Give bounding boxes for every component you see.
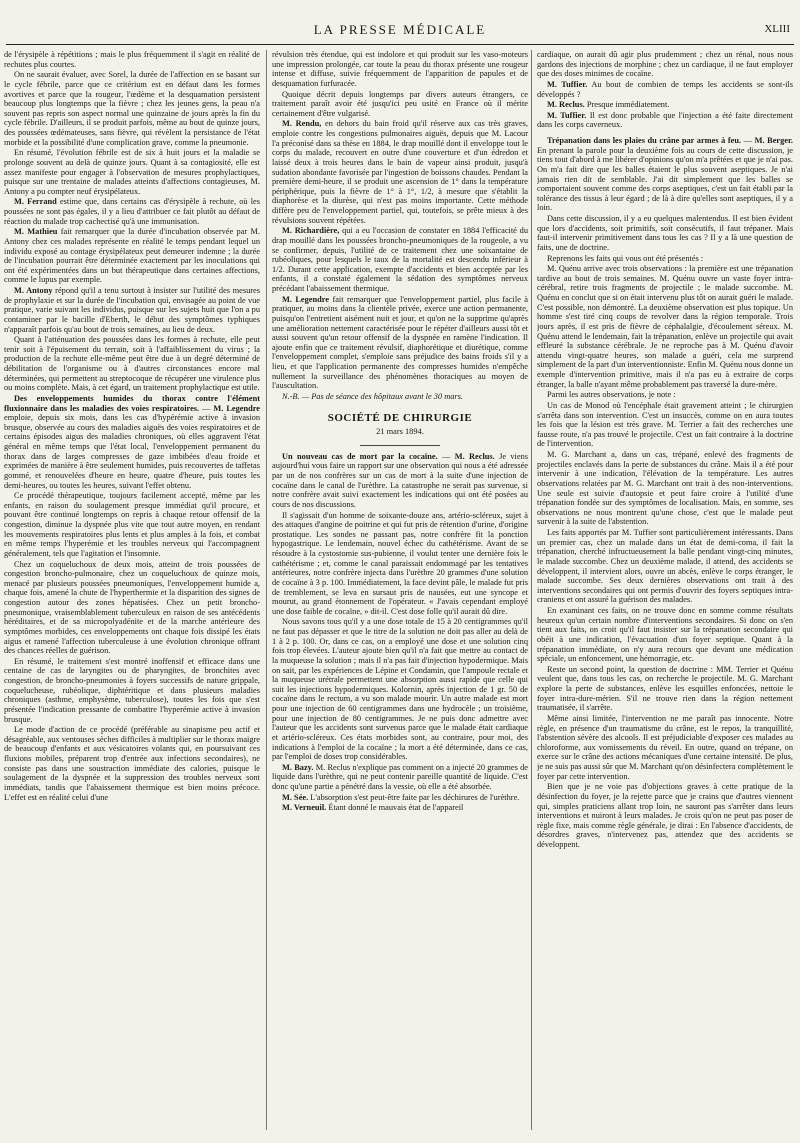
- paragraph: M. Sée. L'absorption s'est peut-être faite par les déchirures de l'urèthre.: [282, 792, 520, 802]
- speaker-name: M. Tuffier.: [547, 110, 587, 120]
- paragraph: M. Tuffier. Il est donc probable que l'injection a été faite directement dans les corps caverneux.: [537, 110, 793, 130]
- section-date: 21 mars 1894.: [376, 427, 424, 437]
- speaker-name: M. Legendre: [282, 294, 330, 304]
- speaker-name: M. Ferrand: [14, 197, 57, 207]
- column-divider: [531, 50, 532, 1130]
- paragraph: En résumé, le traitement s'est montré inoffensif et efficace dans une centaine de cas de laryngites ou de pharyngites, de bronchites avec congestion, de broncho-pneumonies à foyers successifs de nature grippale, coquelucheuse, rubéolique, diphtéritique et dans plusieurs maladies chroniques (asthme, emphysème, tuberculose), toutes les fois que s'est présentée l'indication pressante de combattre l'hyperémie active à invasion brusque.: [4, 656, 260, 724]
- paragraph: Quoique décrit depuis longtemps par divers auteurs étrangers, ce traitement paraît avoir été jusqu'ici peu usité en France où il mérite certainement d'être vulgarisé.: [272, 89, 528, 118]
- page-number: XLIII: [764, 23, 790, 35]
- paragraph: M. Mathieu fait remarquer que la durée d'incubation observée par M. Antony chez ces malades représente en réalité le temps pendant lequel un individu exposé au contage érysipélateux peut demeurer indemne ; la durée de l'incubation pourrait être déterminée exactement par les inoculations qui ont été expérimentées dans un but thérapeutique dans certaines affections, comme le lupus par exemple.: [4, 227, 260, 285]
- paragraph: cardiaque, on aurait dû agir plus prudemment ; chez un rénal, nous nous gardons des injections de morphine ; chez un cardiaque, il ne faut employer que des doses minimes de cocaïne.: [537, 50, 793, 79]
- column-left: [4, 50, 260, 1130]
- article-heading: Trépanation dans les plaies du crâne par armes à feu.: [547, 136, 742, 145]
- page-header: [6, 22, 794, 40]
- paragraph: Un nouveau cas de mort par la cocaïne. — M. Reclus. Je viens aujourd'hui vous faire un rapport sur une observation qui nous a été adressée par un de nos confrères sur un cas de mort à la suite d'une injection de cocaïne dans le canal de l'urèthre. La catastrophe ne serait pas survenue, si notre confrère avait suivi exactement les indications qui ont été posées au cours de nos discussions.: [272, 451, 528, 509]
- paragraph: Ce procédé thérapeutique, toujours facilement accepté, même par les enfants, en raison du soulagement presque immédiat qu'il procure, et pouvant être continué longtemps on repris à chaque retour offensif de la congestion, diminue la dyspnée plus vite que tout autre moyen, en rendant les mouvements respiratoires plus lents et plus amples à la fois, et combat en même temps l'hyperémie et les troubles nerveux qui l'accompagnent généralement, tels que l'agitation et l'insomnie.: [4, 491, 260, 558]
- header-rule: [6, 44, 794, 45]
- paragraph: M. G. Marchant a, dans un cas, trépané, enlevé des fragments de projectiles enclavés dans la perte de substances du crâne. Mais il a été pour intervenir à une indication, l'élévation de la température. Les autres observations relatées par M. G. Marchant ont trait à des non-interventions. Une seule est suivie d'autopsie et peut faire croire à l'utilité d'une trépanation fondée sur des symptômes de localisation. Mais, en somme, ses observations ne nous montrent qu'une chose, c'est que le malade peut survenir à la suite de l'abstention.: [537, 450, 793, 527]
- paragraph: Il s'agissait d'un homme de soixante-douze ans, artério-scléreux, sujet à des attaques d'angine de poitrine et qui fut pris de rétention d'urine, d'origine prostatique. Les sondes ne passant pas, notre confrère fit la ponction hypogastrique. Le lendemain, nouvel échec du cathétérisme. Avant de se résoudre à la cystostomie sus-pubienne, il voulut tenter une dernière fois le cathétérisme ; et, comme le canal paraissait endommagé par les tentatives antérieures, notre confrère injecta dans l'urèthre 20 grammes d'une solution de cocaïne à 3 p. 100. Immédiatement, la face devint pâle, le malade fut pris de tremblement, se leva en sursaut pris de nausées, eut une syncope et mourut, au grand étonnement de l'opérateur. « J'avais cependant employé une dose faible de cocaïne, » dit-il. C'est dose folle qu'il aurait dû dire.: [272, 510, 528, 616]
- paragraph: Dans cette discussion, il y a eu quelques malentendus. Il est bien évident que lors d'accidents, soit primitifs, soit consécutifs, il faut trépaner. Mais faut-il intervenir primitivement dans tous les cas ? Il y a là une question de faits, une de doctrine.: [537, 214, 793, 252]
- paragraph: Même ainsi limitée, l'intervention ne me paraît pas innocente. Notre règle, en présence d'un traumatisme du crâne, est le repos, la tranquillité, l'abstention sévère des alcools. Il est préjudiciable d'exposer ces malades au chloroforme, aux vomissements du réveil. En outre, quand on trépane, on exerce sur le crâne des actions mécaniques d'une certaine intensité. De plus, je ne suis pas aussi sûr que M. Marchant qu'on désinfectera complètement le foyer par cette intervention.: [537, 713, 793, 781]
- paragraph: Trépanation dans les plaies du crâne par armes à feu. — M. Berger. En prenant la parole pour la deuxième fois au cours de cette discussion, je tiens tout d'abord à me libérer d'opinions qu'on m'a prêtées et que je n'ai pas. On m'a fait dire que les balles étaient le plus souvent aseptiques. Je n'ai jamais rien dit de semblable. J'ai dit simplement que les balles se comportaient souvent comme des corps aseptiques, c'est un fait établi par la tolérance des tissus à leur égard ; de là à dire qu'elles sont aseptiques, il y a loin.: [537, 136, 793, 213]
- speaker-name: M. Tuffier.: [547, 79, 588, 89]
- article-heading: Un nouveau cas de mort par la cocaïne.: [282, 451, 438, 461]
- paragraph: M. Antony répond qu'il a tenu surtout à insister sur l'utilité des mesures de prophylaxie et sur la durée de l'incubation qui, envisagée au point de vue pratique, varie suivant les individus, puisque sur les sujets huit que l'on a pu contaminer par le bacille d'Eberth, le début des symptômes typhiques n'apparaît parfois qu'au bout de trois semaines, au lieu de deux.: [4, 286, 260, 334]
- speaker-name: M. Sée.: [282, 792, 309, 802]
- speaker-name: M. Berger.: [754, 136, 793, 145]
- speaker-name: M. Rendu,: [282, 119, 322, 129]
- paragraph: M. Quénu arrive avec trois observations : la première est une trépanation tardive au bout de trois semaines. M. Quénu ouvre un vaste foyer intra-cérébral, retire trois fragments de projectile ; le malade succombe. M. Quénu en conclut que si on était intervenu plus tôt on aurait guéri le malade. C'est possible, non démontré. La deuxième observation est plus topique. Un homme s'est tiré cinq coups de revolver dans la région temporale. Trois jours après, il est pris de fièvre de céphalalgie, d'écoulement séreux. M. Quénu attend le lendemain, fait la trépanation, enlève un projectile qui avait effleuré la substance cérébrale. Je ne reproche pas à M. Quénu d'avoir attendu vingt-quatre heures, son malade a guéri, cela me surprend simplement de la part d'un interventionniste. Enfin M. Quénu nous donne un exemple d'intervention primitive, mais il n'a pas eu à extraire de corps étranger, la balle n'ayant même probablement pas traversé la dure-mère.: [537, 264, 793, 389]
- section-title: SOCIÉTÉ DE CHIRURGIE: [327, 411, 473, 424]
- paragraph: M. Legendre fait remarquer que l'enveloppement partiel, plus facile à pratiquer, au moins dans la clientèle privée, exerce une action permanente, puisqu'on l'entretient aisément nuit et jour, et qu'on ne la supprime qu'après une amélioration nettement caractérisée pour le répéter d'ailleurs aussi tôt et aussi souvent qu'un retour offensif de la dyspnée en ramène l'indication. Il ajoute enfin que ce traitement révulsif, diaphorétique et diurétique, comme l'enveloppement complet, s'emploie sans préjudice des bains froids s'il y a lieu, et que l'application permanente des compresses humides n'empêche nullement la surveillance des phénomènes thoraciques au moyen de l'auscultation.: [272, 294, 528, 391]
- paragraph: Reste un second point, la question de doctrine : MM. Terrier et Quénu veulent que, dans tous les cas, on recherche le projectile. M. G. Marchant explore la perte de substances, enlève les esquilles enfoncées, nettoie le foyer intra-dure-mérien. S'il ne trouve rien dans la région nettement traumatisée, il s'arrête.: [537, 664, 793, 713]
- speaker-name: M. Reclus.: [547, 100, 585, 110]
- paragraph: Les faits apportés par M. Tuffier sont particulièrement intéressants. Dans un premier cas, chez un malade dans un état de demi-coma, il fait la trépanation, cherché infructueusement la balle pendant vingt-cinq minutes, le malade succombe. Chez un deuxième malade, il attend, des accidents se développent, il intervient alors, ouvre un abcès, enlève le corps étranger, le malade succombe. Ses deux dernières observations ont trait à des interventions secondaires qui ont permis d'ouvrir des foyers septiques intra-craniens et ont assuré la guérison des malades.: [537, 528, 793, 605]
- paragraph: Chez un coqueluchoux de deux mois, atteint de trois poussées de congestion broncho-pulmonaire, chez un coqueluchoux de quinze mois, menacé par plusieurs poussées pneumoniques, l'enveloppement humide a, chaque fois, amené la chute de l'hyperthermie et la disparition des signes de congestion autour des zones hépatisées. Chez un petit broncho-pneumonique, vraisemblablement tuberculeux en raison de ses antécédents héréditaires, et de sa micropolyadénite et de la marche antérieure des symptômes morbides, ces enveloppements ont chaque fois dissipé les états aigus et ramené l'affection tuberculeuse à une évolution chronique offrant des chances réelles de guérison.: [4, 559, 260, 656]
- paragraph: Quant à l'atténuation des poussées dans les formes à rechute, elle peut tenir soit à l'épuisement du terrain, soit à l'affaiblissement du virus ; la production de la rechute elle-même peut être due à un degré déterminé de débilitation de l'organisme ou à d'autres circonstances encore mal déterminées, qui permettent au streptocoque de récupérer une virulence plus ou moins complète. Mais, à cet égard, un traitement prophylactique est utile.: [4, 335, 260, 393]
- note: N.-B. — Pas de séance des hôpitaux avant le 30 mars.: [282, 391, 463, 401]
- paragraph: M. Ferrand estime que, dans certains cas d'érysipèle à rechute, où les poussées ne sont pas égales, il y a lieu d'attribuer ce fait plutôt au défaut de réaction du malade trop cachectisé qu'à une immunisation.: [4, 197, 260, 226]
- paragraph: Un cas de Monod où l'encéphale était gravement atteint ; le chirurgien s'arrêta dans son intervention. C'est un insuccès, comme on en aura toutes les fois que la lésion est très grave. M. Terrier a fait des recherches une fausse route, n'a pas trouvé le projectile. C'est un fait contraire à la doctrine de l'intervention.: [537, 400, 793, 449]
- speaker-name: M. Legendre: [213, 403, 260, 413]
- paragraph: Bien que je ne voie pas d'objections graves à cette pratique de la désinfection du foyer, je la rejette parce que je crains que d'autres viennent qui, simples praticiens allant trop loin, ne sauront pas s'arrêter dans leurs interventions et nuiront à leurs malades. Je crois qu'on ne peut pas poser de règle fixe, mais comme règle générale, je dirai : En l'absence d'accidents, de désordres graves, n'intervenez pas, attendez que des accidents se développent.: [537, 782, 793, 849]
- paragraph: Parmi les autres observations, je note :: [547, 390, 676, 400]
- section-rule: [360, 445, 440, 446]
- column-divider: [266, 50, 267, 1130]
- paragraph: révulsion très étendue, qui est indolore et qui produit sur les vaso-moteurs une impression prolongée, car toute la peau du thorax présente une rougeur intense et diffuse, suivie fréquemment de l'apparition de papules et de desquamation furfuracée.: [272, 50, 528, 88]
- paragraph: On ne saurait évaluer, avec Sorel, la durée de l'affection en se basant sur le cycle fébrile, parce que ce critérium est en défaut dans les formes avortives et parce que la rougeur, l'œdème et la desquamation persistent beaucoup plus longtemps que la fièvre ; chez les jeunes gens, la peau n'a souvent pas repris son aspect normal une quinzaine de jours après la fin du cycle fébrile. D'ailleurs, il se produit parfois, même au bout de quinze jours, des poussées œdémateuses, sans fièvre, qui révèlent la persistance de l'état morbide et la possibilité d'une complication grave, comme la pneumonie.: [4, 70, 260, 147]
- paragraph: de l'érysipèle à répétitions ; mais le plus fréquemment il s'agit en réalité de rechutes plus courtes.: [4, 50, 260, 69]
- paragraph: Nous savons tous qu'il y a une dose totale de 15 à 20 centigrammes qu'il ne faut pas dépasser et que le titre de la solution ne doit pas aller au delà de 1 à 2 p. 100. Or, dans ce cas, on a employé une dose et une solution cinq fois trop élevées. L'auteur ajoute bien qu'il n'a fait que mettre au contact de la muqueuse la solution ; mais il n'a pas fait d'injection hypodermique. Mais on sait, par les expériences de Lépine et Condamin, que l'ampoule rectale et la muqueuse urétrale permettent une absorption aussi rapide que celle qui suit les injections hypodermiques. Kolornin, après injection de 1 gr. 50 de cocaïne dans le rectum, a vu son malade mourir. Un autre malade est mort pour une injection de 60 centigrammes dans une hydrocèle ; un troisième, pour une injection de 80 centigrammes. Je ne puis donc admettre avec l'auteur que les accidents sont survenus parce que le malade était cardiaque et artério-scléreux. Ces états morbides sont, au contraire, pour moi, des indications à l'emploi de la cocaïne ; la mort a été déterminée, dans ce cas, par l'emploi de doses trop considérables.: [272, 617, 528, 762]
- paragraph: M. Bazy. M. Reclus n'explique pas comment on a injecté 20 grammes de liquide dans l'urèthre, qui ne peut contenir pareille quantité de liquide. C'est donc qu'une partie a pénétré dans la vessie, où elle a été absorbée.: [272, 762, 528, 791]
- paragraph: Des enveloppements humides du thorax contre l'élément fluxionnaire dans les maladies des voies respiratoires. — M. Legendre emploie, depuis six mois, dans les cas d'hypérémie active à invasion brusque, observée au cours des maladies aiguës des voies respiratoires et de certains épisodes aigus des maladies chroniques, où elles aggravent l'état général en même temps que l'état local, l'enveloppement permanent du thorax dans de larges compresses de gaze imbibées d'eau froide et exprimées de manière à être seulement humides, puis recouvertes de taffetas gommé, et renouvelées d'heure en heure, quatre d'heure, puis toutes les demi-heures, ou toutes les heures, suivant l'effet obtenu.: [4, 393, 260, 490]
- speaker-name: M. Verneuil.: [282, 803, 327, 813]
- speaker-name: M. Richardière,: [282, 226, 340, 236]
- column-middle: [272, 50, 528, 1130]
- journal-title: LA PRESSE MÉDICALE: [313, 22, 487, 37]
- paragraph: M. Rendu, en dehors du bain froid qu'il réserve aux cas très graves, emploie contre les congestions pulmonaires aiguës, depuis que M. Lacour l'a préconisé dans sa thèse en 1884, le drap mouillé dont il enveloppe tout le corps du malade, recouvert en outre d'une couverture et d'un édredon et laissé deux à trois heures dans le bain de vapeur ainsi produit, jusqu'à sudation abondante favorisée par l'ingestion de boissons chaudes. Pendant la première demi-heure, il se produit une ascension de 1° dans la température périphérique, puis la fièvre de 1° à 1°, 1/2, à mesure que s'établit la diaphorèse et la diurèse, qui n'est pas moins importante. Cette méthode diffère peu de l'enveloppement partiel, qui, toutefois, se prête mieux à des révulsions souvent répétées.: [272, 119, 528, 225]
- paragraph: M. Reclus. Presque immédiatement.: [547, 100, 670, 110]
- speaker-name: M. Antony: [14, 286, 53, 295]
- paragraph: M. Tuffier. Au bout de combien de temps les accidents se sont-ils développés ?: [537, 79, 793, 99]
- speaker-name: M. Bazy.: [282, 762, 314, 772]
- paragraph: M. Verneuil. Étant donné le mauvais état de l'appareil: [282, 803, 464, 813]
- paragraph: Le mode d'action de ce procédé (préférable au sinapisme peu actif et désagréable, aux ventouses sèches difficiles à multiplier sur le thorax maigre de beaucoup d'enfants et aux vésicatoires volants qui, en poursuivant ces fluxions mobiles, préparent trop d'entrée aux infections secondaires), ne consiste pas dans une soustraction immédiate des calories, puisque le soulagement de la dyspnée et la suppression des troubles nerveux sont immédiats, tandis que l'abaissement thermique est bien moins précoce. L'effet est en réalité celui d'une: [4, 725, 260, 802]
- article-heading: Des enveloppements humides du thorax contre l'élément fluxionnaire dans les maladies des voies respiratoires.: [4, 393, 260, 413]
- column-right: [537, 50, 793, 1130]
- paragraph: M. Richardière, qui a eu l'occasion de constater en 1884 l'efficacité du drap mouillé dans les poussées broncho-pneumoniques de la rougeole, a vu se confirmer, depuis, l'utilité de ce traitement chez une soixantaine de rubéoliques, pour lesquels le taux de la mortalité est descendu inférieur à 1/2. Durant cette application, exempte d'accidents et bien acceptée par les enfants, il a constaté également la sédation des symptômes nerveux précédant l'abaissement thermique.: [272, 226, 528, 293]
- speaker-name: M. Mathieu: [14, 227, 58, 237]
- paragraph: En résumé, l'évolution fébrile est de six à huit jours et la maladie se prolonge souvent au delà de quinze jours. Quant à sa contagiosité, elle est assez manifeste pour engager à l'observation de mesures prophylactiques, puisque sur une trentaine de malades atteints d'affections contagieuses, M. Antony a pu compter neuf érysipélateux.: [4, 148, 260, 196]
- speaker-name: M. Reclus.: [454, 451, 495, 461]
- paragraph: Reprenons les faits qui vous ont été présentés :: [547, 253, 704, 263]
- paragraph: En examinant ces faits, on ne trouve donc en somme comme résultats heureux qu'un certain nombre d'interventions secondaires. Si donc on s'en tient aux faits, on croit qu'il faut insister sur la trépanation secondaire qui obéit à une indication, l'évacuation d'un foyer septique. Quant à la trépanation immédiate, on n'y aura recours que devant une médication spéciale, un enfoncement, une hémorragie, etc.: [537, 606, 793, 664]
